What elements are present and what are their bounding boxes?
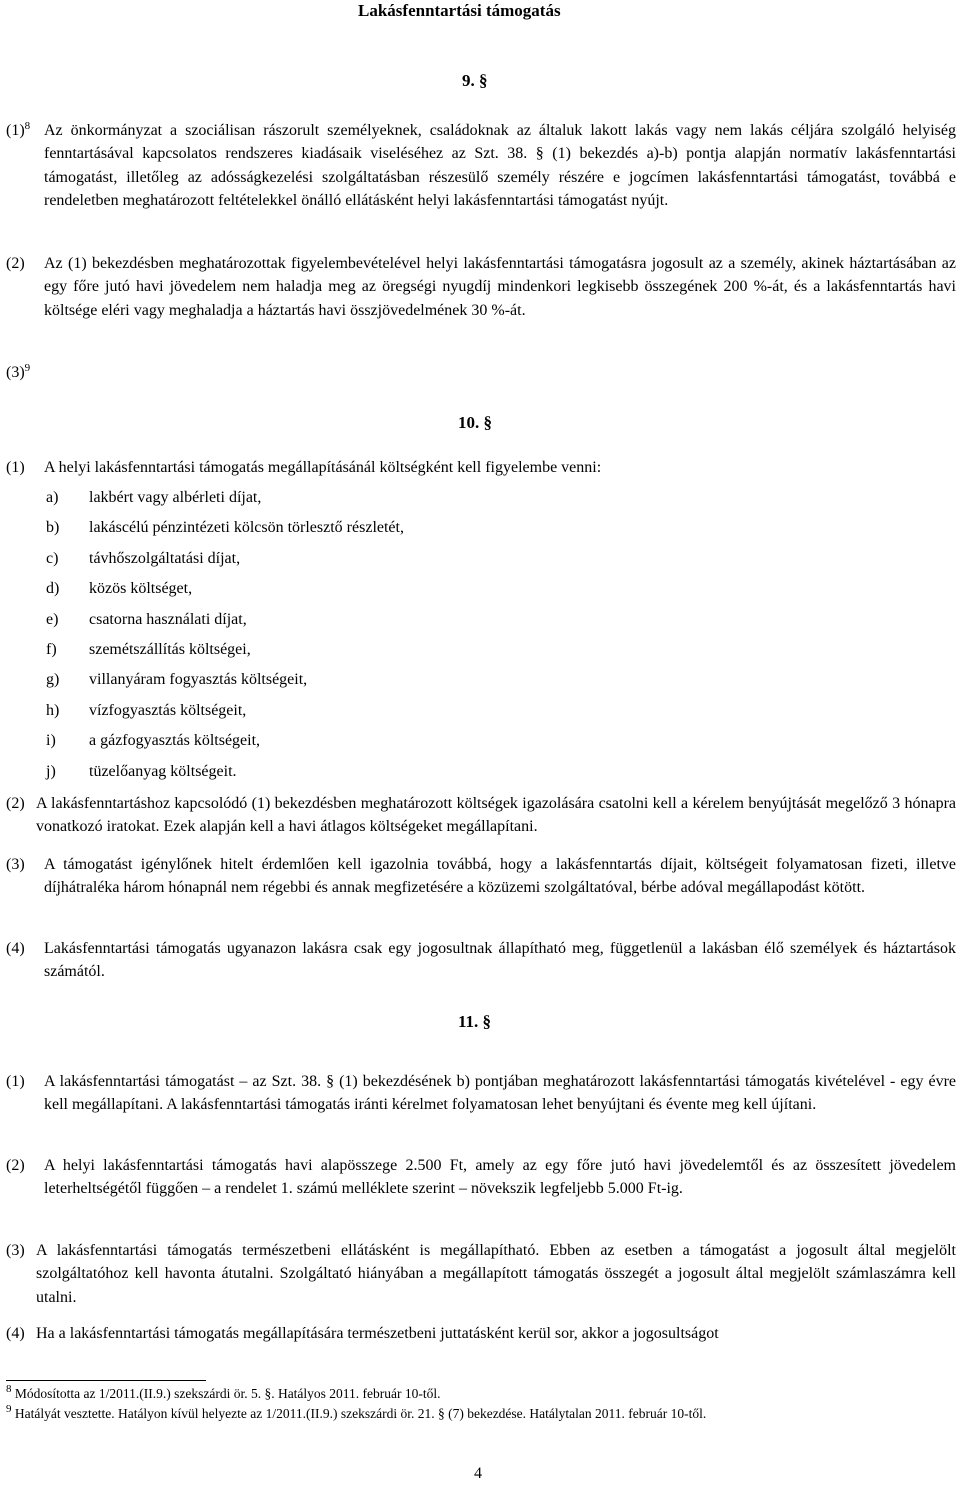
- page-number: 4: [474, 1465, 482, 1482]
- s10-p1-number: (1): [6, 459, 25, 476]
- s11-paragraph-3: [6, 1239, 956, 1309]
- list-item: h) vízfogyasztás költségeit,: [46, 701, 247, 719]
- s10-paragraph-4: [6, 937, 956, 984]
- s9-p1-text: Az önkormányzat a szociálisan rászorult személyeknek, családoknak az általuk lakott lakás vagy nem lakás céljára szolgáló helyiség fenntartásával kapcsolatos rendszeres kiadásaik viseléséhez az Szt. 38. § (1) bekezdés a)-b) pontja alapján normatív lakásfenntartási támogatást, illetőleg az adósságkezelési szolgáltatásban részesülő személy részére e jogcímen lakásfenntartási támogatást, továbbá e rendeletben meghatározott feltételekkel önálló ellátásként helyi lakásfenntartási támogatást nyújt.: [44, 122, 956, 210]
- section-9-heading: 9. §: [462, 71, 488, 90]
- s10-paragraph-3: [6, 853, 956, 900]
- list-item: c) távhőszolgáltatási díjat,: [46, 549, 241, 567]
- s11-p2-text: A helyi lakásfenntartási támogatás havi alapösszege 2.500 Ft, amely az egy főre jutó havi jövedelemtől és az összesített jövedelem leterheltségétől függően – a rendelet 1. számú melléklete szerint – növekszik legfeljebb 5.000 Ft-ig.: [44, 1157, 956, 1198]
- s9-paragraph-1: [6, 119, 956, 212]
- s11-p1-number: (1): [6, 1073, 25, 1090]
- s11-paragraph-1: [6, 1070, 956, 1117]
- list-item: b) lakáscélú pénzintézeti kölcsön törlesztő részletét,: [46, 519, 404, 537]
- s9-p2-text: Az (1) bekezdésben meghatározottak figyelembevételével helyi lakásfenntartási támogatásra jogosult az a személy, akinek háztartásában az egy főre jutó havi jövedelem nem haladja meg az öregségi nyugdíj mindenkori legkisebb összegének 200 %-át, és a lakásfenntartás havi költsége eléri vagy meghaladja a háztartás havi összjövedelmének 30 %-át.: [44, 255, 956, 319]
- cost-items-list: [46, 486, 746, 790]
- footnote-8: $^8$ Módosította az 1/2011.(II.9.) szekszárdi ör. 5. §. Hatályos 2011. február 10-től.: [6, 1383, 441, 1401]
- list-item: f) szemétszállítás költségei,: [46, 640, 251, 658]
- s10-p1-text: A helyi lakásfenntartási támogatás megállapításánál költségként kell figyelembe venni:: [44, 459, 602, 476]
- s9-p2-number: (2): [6, 255, 25, 272]
- s11-paragraph-4: [6, 1322, 956, 1345]
- list-item: j) tüzelőanyag költségeit.: [46, 762, 237, 780]
- list-item: d) közös költséget,: [46, 580, 193, 598]
- footnote-ref-9: 9: [24, 362, 31, 374]
- section-10-heading: 10. §: [458, 413, 492, 432]
- s10-p2-text: A lakásfenntartáshoz kapcsolódó (1) bekezdésben meghatározott költségek igazolására csatolni kell a kérelem benyújtását megelőző 3 hónapra vonatkozó iratokat. Ezek alapján kell a havi átlagos költségeket megállapítani.: [36, 795, 956, 836]
- section-11-heading: 11. §: [458, 1012, 492, 1031]
- list-item: g) villanyáram fogyasztás költségeit,: [46, 671, 308, 689]
- s11-p1-text: A lakásfenntartási támogatást – az Szt. 38. § (1) bekezdésének b) pontjában meghatározott lakásfenntartási támogatás kivételével - egy évre kell megállapítani. A lakásfenntartási támogatás iránti kérelmet folyamatosan lehet benyújtani és évente meg kell újítani.: [44, 1073, 956, 1114]
- list-item: e) csatorna használati díjat,: [46, 610, 247, 628]
- s10-p4-number: (4): [6, 940, 25, 957]
- s10-paragraph-2: [6, 792, 956, 839]
- footnote-divider: [6, 1380, 206, 1381]
- footnote-ref-8: 8: [24, 120, 31, 132]
- s9-p1-number: $(1)^8$: [6, 120, 31, 139]
- s11-p4-text: Ha a lakásfenntartási támogatás megállapítására természetbeni juttatásként kerül sor, akkor a jogosultságot: [36, 1325, 719, 1342]
- s11-p3-text: A lakásfenntartási támogatás természetbeni ellátásként is megállapítható. Ebben az esetben a támogatást a jogosult által megjelölt szolgáltatóhoz kell havonta átutalni. Szolgáltató hiányában a megállapított támogatás összegét a jogosult által megjelölt számlaszámra kell utalni.: [36, 1242, 956, 1306]
- list-item: a) lakbért vagy albérleti díjat,: [46, 489, 262, 506]
- s10-paragraph-1: [6, 456, 956, 479]
- s9-paragraph-2: [6, 252, 956, 322]
- s11-p2-number: (2): [6, 1157, 25, 1174]
- s10-p3-text: A támogatást igénylőnek hitelt érdemlően kell igazolnia továbbá, hogy a lakásfenntartás díjait, költségeit folyamatosan fizeti, illetve díjhátraléka három hónapnál nem régebbi és annak megfizetésére a közüzemi szolgáltatóval, bérbe adóval megállapodást kötött.: [44, 856, 956, 897]
- list-item: i) a gázfogyasztás költségeit,: [46, 732, 261, 750]
- s10-p4-text: Lakásfenntartási támogatás ugyanazon lakásra csak egy jogosultnak állapítható meg, függetlenül a lakásban élő személyek és háztartások számától.: [44, 940, 956, 981]
- s11-p4-number: (4): [6, 1325, 25, 1342]
- footnote-9: $^9$ Hatályát vesztette. Hatályon kívül helyezte az 1/2011.(II.9.) szekszárdi ör. 21. § (7) bekezdése. Hatálytalan 2011. február 10-től.: [6, 1403, 707, 1421]
- document-title: Lakásfenntartási támogatás: [358, 1, 561, 20]
- s11-p3-number: (3): [6, 1242, 25, 1259]
- s10-p3-number: (3): [6, 856, 25, 873]
- s10-p2-number: (2): [6, 795, 25, 812]
- s11-paragraph-2: [6, 1154, 956, 1201]
- s9-p3-number: $(3)^9$: [6, 362, 31, 381]
